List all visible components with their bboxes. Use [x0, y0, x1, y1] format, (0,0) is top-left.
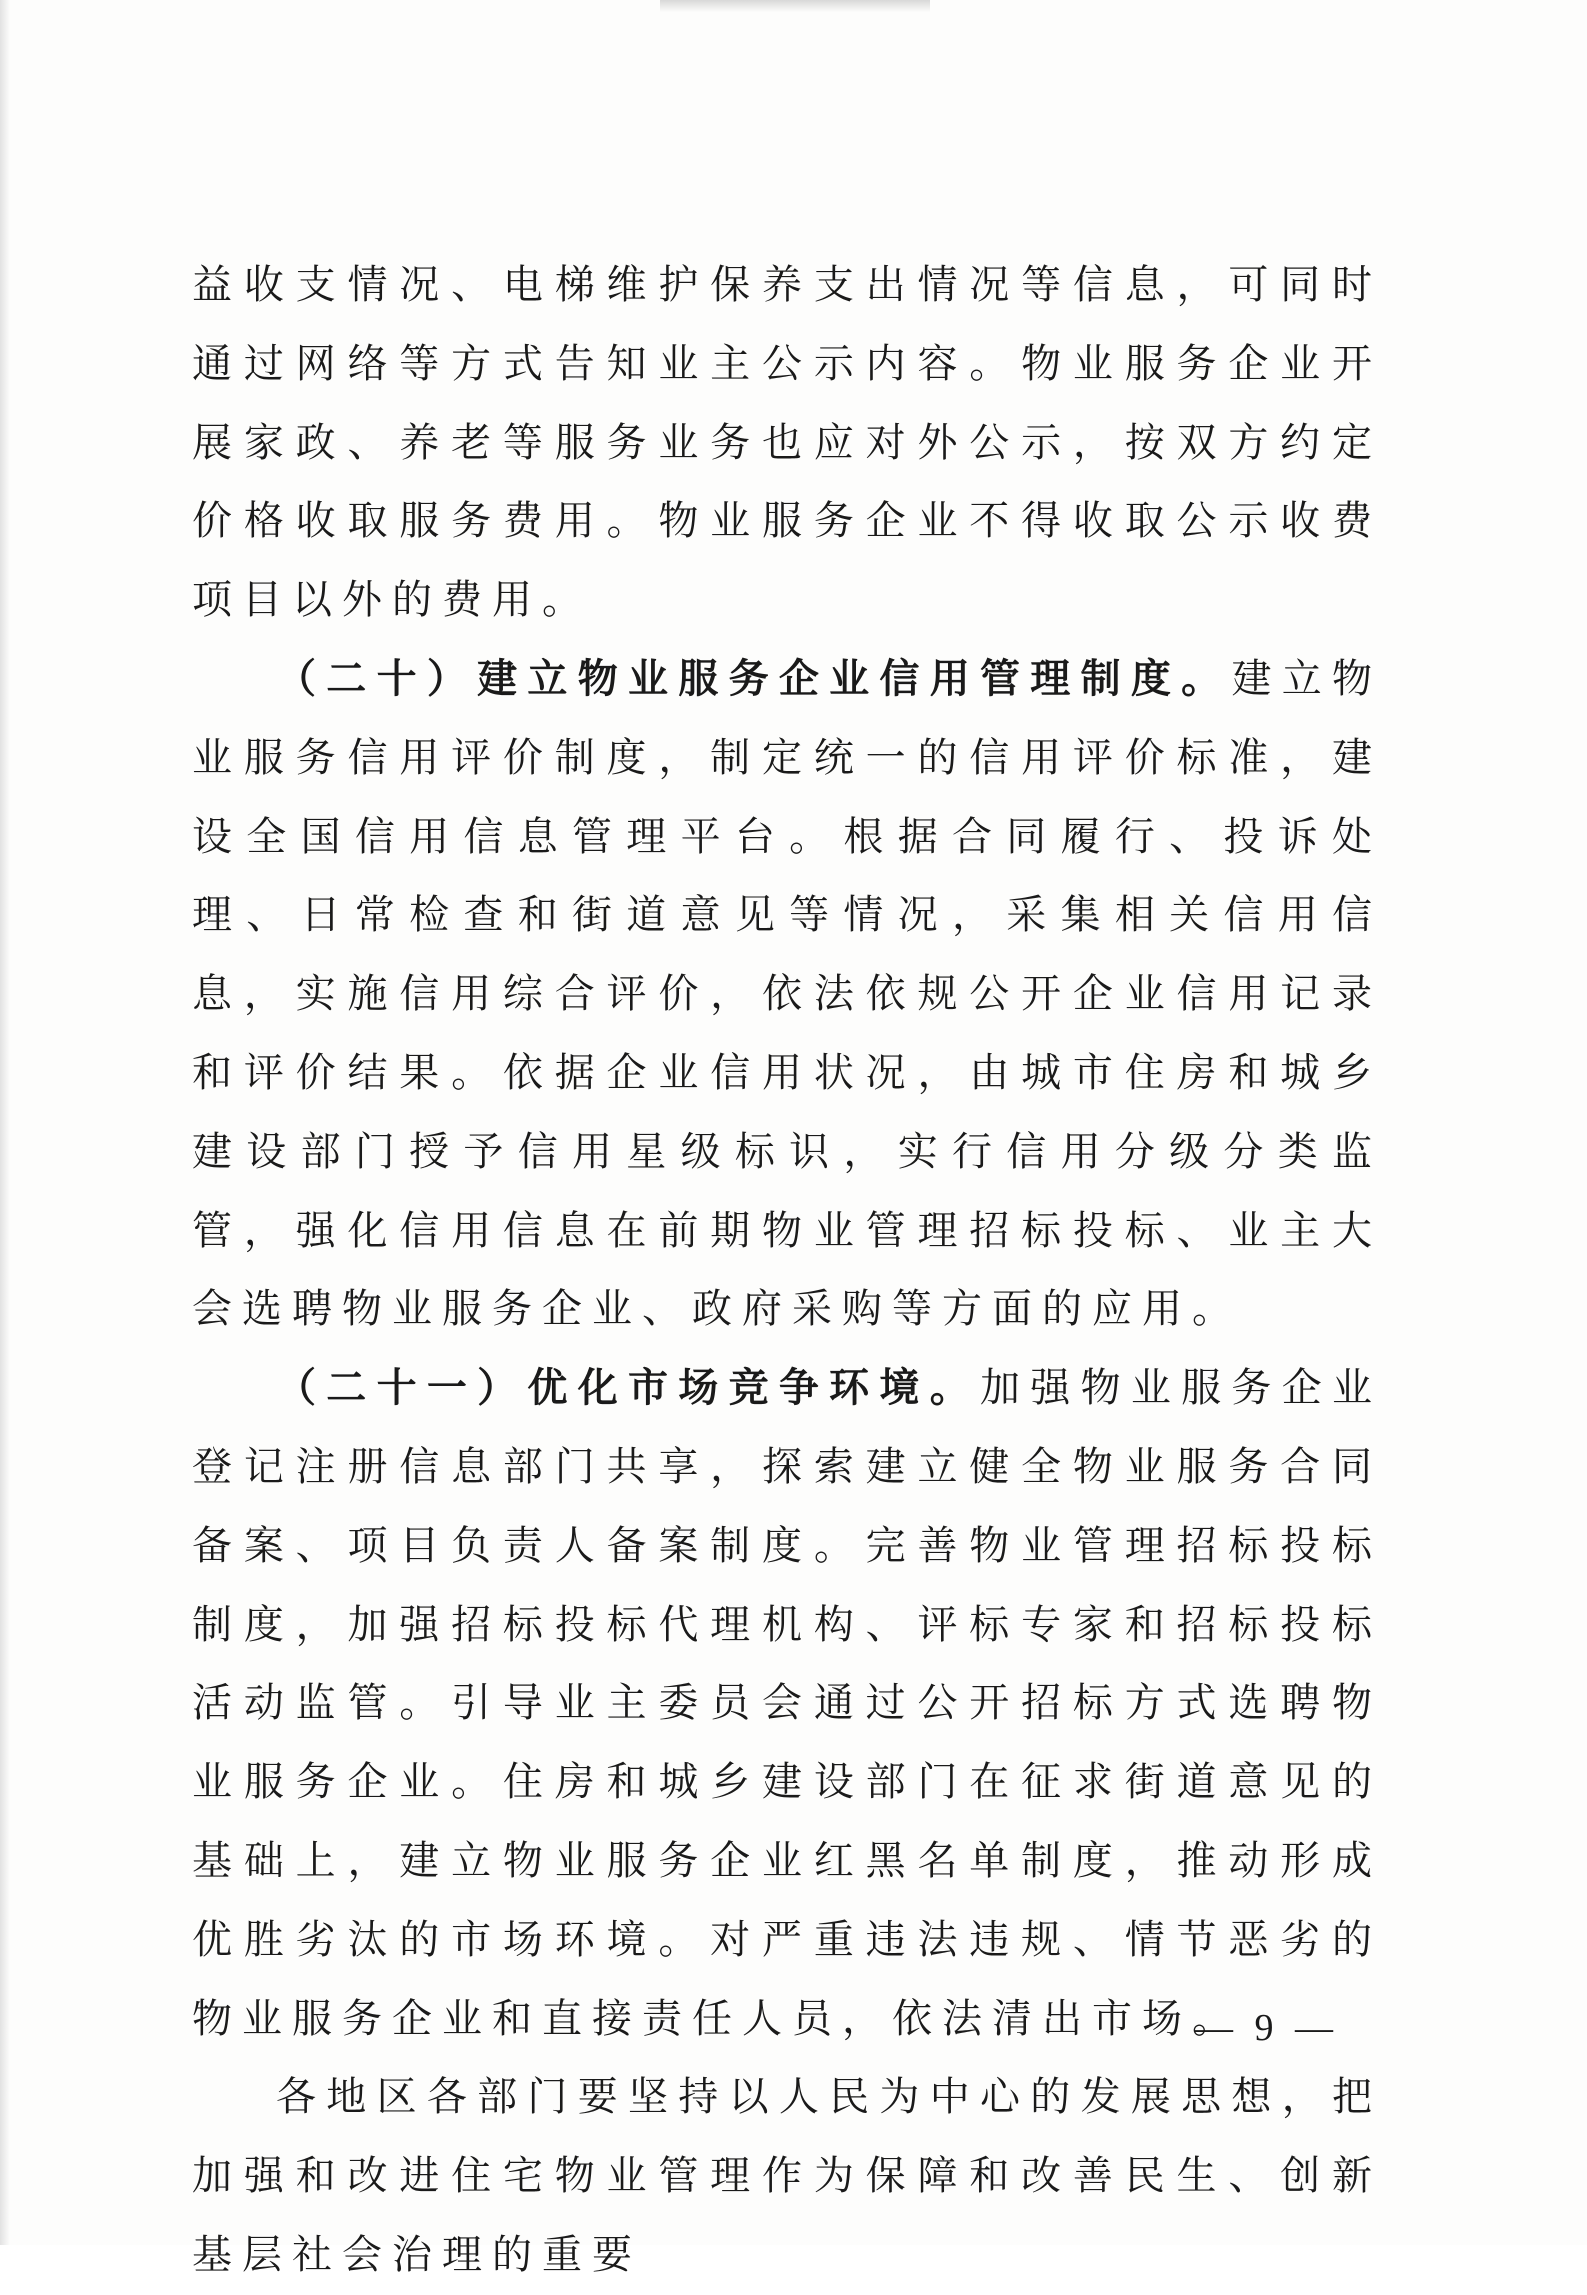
paragraph-closing — [192, 2058, 1382, 2294]
paragraph-heading: （二十一）优化市场竞争环境。 — [276, 1365, 980, 1412]
paragraph-text: 建立物业服务信用评价制度，制定统一的信用评价标准，建设全国信用信息管理平台。根据合同履行、投诉处理、日常检查和街道意见等情况，采集相关信用信息，实施信用综合评价，依法依规公开企业信用记录和评价结果。依据企业信用状况，由城市住房和城乡建设部门授予信用星级标识，实行信用分级分类监管，强化信用信息在前期物业管理招标投标、业主大会选聘物业服务企业、政府采购等方面的应用。 — [192, 655, 1383, 1333]
scan-top-smudge — [660, 0, 930, 12]
page-number: — 9 — — [1195, 2007, 1339, 2049]
paragraph-text: 加强物业服务企业登记注册信息部门共享，探索建立健全物业服务合同备案、项目负责人备案制度。完善物业管理招标投标制度，加强招标投标代理机构、评标专家和招标投标活动监管。引导业主委员会通过公开招标方式选聘物业服务企业。住房和城乡建设部门在征求街道意见的基础上，建立物业服务企业红黑名单制度，推动形成优胜劣汰的市场环境。对严重违法违规、情节恶劣的物业服务企业和直接责任人员，依法清出市场。 — [192, 1365, 1382, 2042]
paragraph-text: 各地区各部门要坚持以人民为中心的发展思想，把加强和改进住宅物业管理作为保障和改善民生、创新基层社会治理的重要 — [192, 2074, 1382, 2278]
paragraph-continuation — [192, 246, 1382, 640]
paragraph-heading: （二十）建立物业服务企业信用管理制度。 — [276, 655, 1232, 702]
paragraph-market-competition — [192, 1349, 1382, 2058]
paragraph-credit-management — [192, 640, 1382, 1349]
scan-edge-shadow — [0, 0, 10, 2245]
document-body — [192, 246, 1382, 2295]
paragraph-text: 益收支情况、电梯维护保养支出情况等信息，可同时通过网络等方式告知业主公示内容。物业服务企业开展家政、养老等服务业务也应对外公示，按双方约定价格收取服务费用。物业服务企业不得收取公示收费项目以外的费用。 — [192, 262, 1382, 624]
